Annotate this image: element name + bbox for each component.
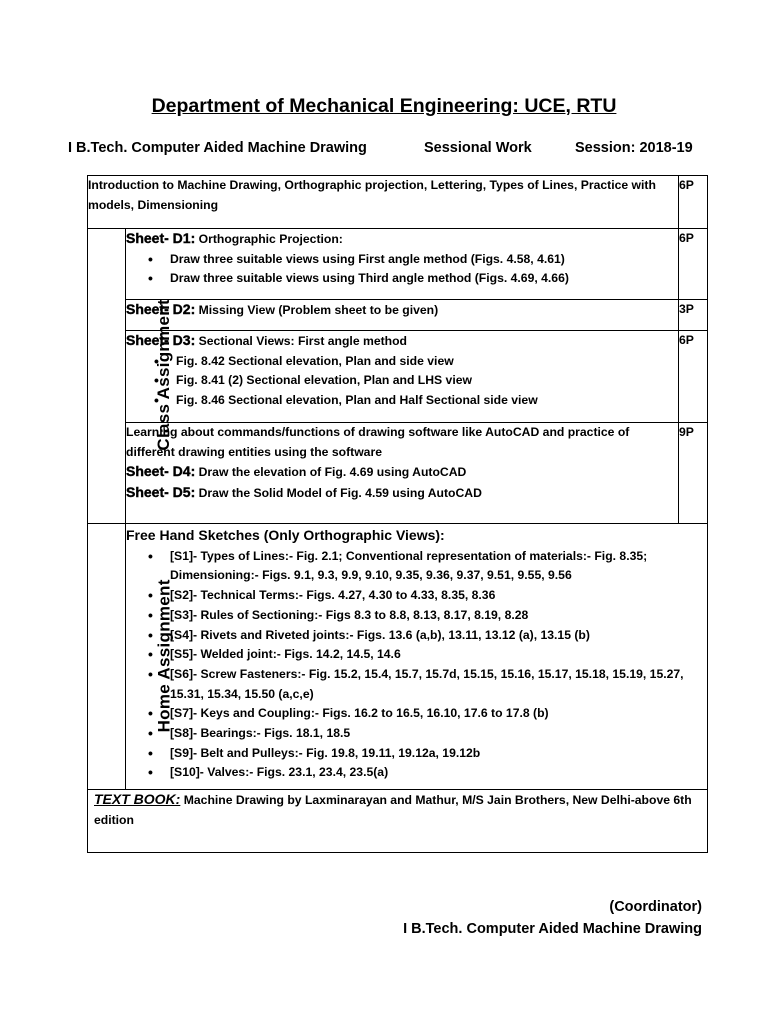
list-item: • [S1]- Types of Lines:- Fig. 2.1; Conventional representation of materials:- Fig. 8.35; Dimensioning:- Figs. 9.1, 9.3, 9.9, 9.10, 9.35, 9.36, 9.37, 9.51, 9.55, 9.56 [170, 547, 703, 586]
sheet-d3-list [126, 352, 678, 411]
home-assignment-content [126, 524, 708, 790]
list-item: • [S4]- Rivets and Riveted joints:- Figs. 13.6 (a,b), 13.11, 13.12 (a), 13.15 (b) [170, 626, 703, 646]
list-item: • [S6]- Screw Fasteners:- Fig. 15.2, 15.4, 15.7, 15.7d, 15.15, 15.16, 15.17, 15.18, 15.19, 15.27, 15.31, 15.34, 15.50 (a,c,e) [170, 665, 703, 704]
class-assignment-label: Class Assignment [153, 299, 173, 451]
sheet-d4-label: Sheet- D4: [126, 463, 196, 480]
sheet-d4-text: Draw the elevation of Fig. 4.69 using AutoCAD [198, 465, 467, 480]
sheet-d2-row [88, 300, 708, 331]
list-item: • Fig. 8.42 Sectional elevation, Plan and side view [176, 352, 678, 372]
session-label: Session: 2018-19 [575, 140, 693, 156]
intro-row [88, 176, 708, 229]
sheet-d2-title: Missing View (Problem sheet to be given) [198, 303, 439, 317]
list-item: • Fig. 8.41 (2) Sectional elevation, Plan and LHS view [176, 371, 678, 391]
sheet-d5-text: Draw the Solid Model of Fig. 4.59 using AutoCAD [198, 486, 482, 501]
page-title: Department of Mechanical Engineering: UCE, RTU [151, 95, 617, 117]
list-item: • Draw three suitable views using First angle method (Figs. 4.58, 4.61) [170, 250, 678, 270]
software-row [88, 423, 708, 524]
sheet-d3-row [88, 331, 708, 423]
software-points: 9P [679, 423, 708, 524]
list-item: • Fig. 8.46 Sectional elevation, Plan and Half Sectional side view [176, 391, 678, 411]
home-assignment-row [88, 524, 708, 790]
home-assignment-list [126, 547, 703, 783]
sheet-d1-label: Sheet- D1: [126, 230, 196, 246]
list-item: • Draw three suitable views using Third angle method (Figs. 4.69, 4.66) [170, 269, 678, 289]
software-content [126, 423, 679, 524]
syllabus-table [87, 175, 708, 853]
list-item: • [S7]- Keys and Coupling:- Figs. 16.2 to 16.5, 16.10, 17.6 to 17.8 (b) [170, 704, 703, 724]
sheet-d1-list [126, 250, 678, 289]
sheet-d2-label: Sheet- D2: [126, 301, 196, 317]
textbook-row [88, 790, 708, 853]
coordinator-course: I B.Tech. Computer Aided Machine Drawing [403, 921, 702, 937]
sheet-d3-points: 6P [679, 331, 708, 423]
textbook-content [88, 790, 708, 853]
sheet-d3-content [126, 331, 679, 423]
list-item: • [S9]- Belt and Pulleys:- Fig. 19.8, 19.11, 19.12a, 19.12b [170, 744, 703, 764]
sheet-d2-content [126, 300, 679, 331]
intro-points: 6P [679, 176, 708, 229]
sheet-d1-row [88, 229, 708, 300]
sheet-d3-title: Sectional Views: First angle method [198, 334, 407, 348]
sheet-d3-label: Sheet- D3: [126, 332, 196, 348]
software-text: Learning about commands/functions of drawing software like AutoCAD and practice of different drawing entities using the software [126, 425, 630, 459]
sheet-d2-points: 3P [679, 300, 708, 331]
list-item: • [S2]- Technical Terms:- Figs. 4.27, 4.30 to 4.33, 8.35, 8.36 [170, 586, 703, 606]
textbook-text: Machine Drawing by Laxminarayan and Mathur, M/S Jain Brothers, New Delhi-above 6th edition [94, 793, 692, 827]
sessional-work-label: Sessional Work [424, 140, 532, 156]
textbook-label: TEXT BOOK: [94, 791, 181, 807]
intro-text: Introduction to Machine Drawing, Orthographic projection, Lettering, Types of Lines, Practice with models, Dimensioning [88, 176, 679, 229]
home-assignment-label-cell [88, 524, 174, 790]
coordinator-label: (Coordinator) [609, 899, 702, 915]
list-item: • [S3]- Rules of Sectioning:- Figs 8.3 to 8.8, 8.13, 8.17, 8.19, 8.28 [170, 606, 703, 626]
list-item: • [S5]- Welded joint:- Figs. 14.2, 14.5, 14.6 [170, 645, 703, 665]
course-name: I B.Tech. Computer Aided Machine Drawing [68, 140, 367, 156]
sheet-d1-title: Orthographic Projection: [198, 232, 343, 246]
sheet-d1-points: 6P [679, 229, 708, 300]
free-hand-heading: Free Hand Sketches (Only Orthographic Views): [126, 527, 445, 543]
sheet-d1-content [126, 229, 679, 300]
sheet-d5-label: Sheet- D5: [126, 484, 196, 501]
list-item: • [S8]- Bearings:- Figs. 18.1, 18.5 [170, 724, 703, 744]
home-assignment-label: Home Assignment [154, 578, 174, 733]
list-item: • [S10]- Valves:- Figs. 23.1, 23.4, 23.5(a) [170, 763, 703, 783]
